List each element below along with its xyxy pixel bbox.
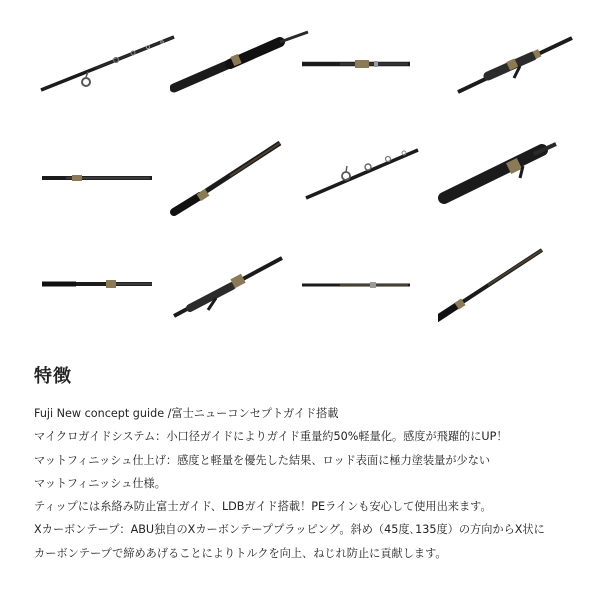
gallery-image-2[interactable]	[170, 30, 310, 130]
feature-line: マイクロガイドシステム：小口径ガイドによりガイド重量約50%軽量化。感度が飛躍的にUP！	[34, 430, 508, 444]
gallery-image-5[interactable]	[36, 128, 176, 228]
feature-line: カーボンテープで締めあげることによりトルクを向上、ねじれ防止に貢献します。	[34, 546, 447, 560]
rod-butt-section-image	[170, 128, 310, 228]
feature-line: マットフィニッシュ仕様。	[34, 476, 166, 490]
feature-line: マットフィニッシュ仕上げ：感度と軽量を優先した結果、ロッド表面に極力塗装量が少ない	[34, 453, 491, 467]
rod-guides-diagonal-image	[300, 128, 440, 228]
rod-rear-grip-image	[438, 128, 578, 228]
rod-blank-horizontal-image	[36, 128, 176, 228]
gallery-image-6[interactable]	[170, 128, 310, 228]
gallery-image-9[interactable]	[36, 232, 176, 332]
rod-reel-seat-image	[438, 30, 578, 130]
rod-diagonal-blank-image	[438, 232, 578, 332]
gallery-image-1[interactable]	[36, 30, 176, 130]
rod-full-horizontal-image	[300, 30, 440, 130]
gallery-image-8[interactable]	[438, 128, 578, 228]
section-title-features: 特徴	[34, 366, 72, 387]
gallery-image-4[interactable]	[438, 30, 578, 130]
feature-line: Xカーボンテープ：ABU独自のXカーボンテーププラッピング。斜め（45度､135度）の方向からX状に	[34, 523, 545, 537]
rod-horizontal-overview-image	[36, 232, 176, 332]
gallery-image-12[interactable]	[438, 232, 578, 332]
gallery-image-7[interactable]	[300, 128, 440, 228]
rod-grip-image	[170, 30, 310, 130]
rod-tip-guides-image	[36, 30, 176, 130]
gallery-image-11[interactable]	[300, 232, 440, 332]
feature-line: ティップには糸絡み防止富士ガイド、LDBガイド搭載！PEラインも安心して使用出来ます。	[34, 500, 492, 514]
features-list	[34, 402, 584, 565]
gallery-image-3[interactable]	[300, 30, 440, 130]
feature-line: Fuji New concept guide /富士ニューコンセプトガイド搭載	[34, 407, 339, 420]
rod-trigger-reel-seat-image	[170, 232, 310, 332]
rod-thin-horizontal-image	[300, 232, 440, 332]
gallery-image-10[interactable]	[170, 232, 310, 332]
